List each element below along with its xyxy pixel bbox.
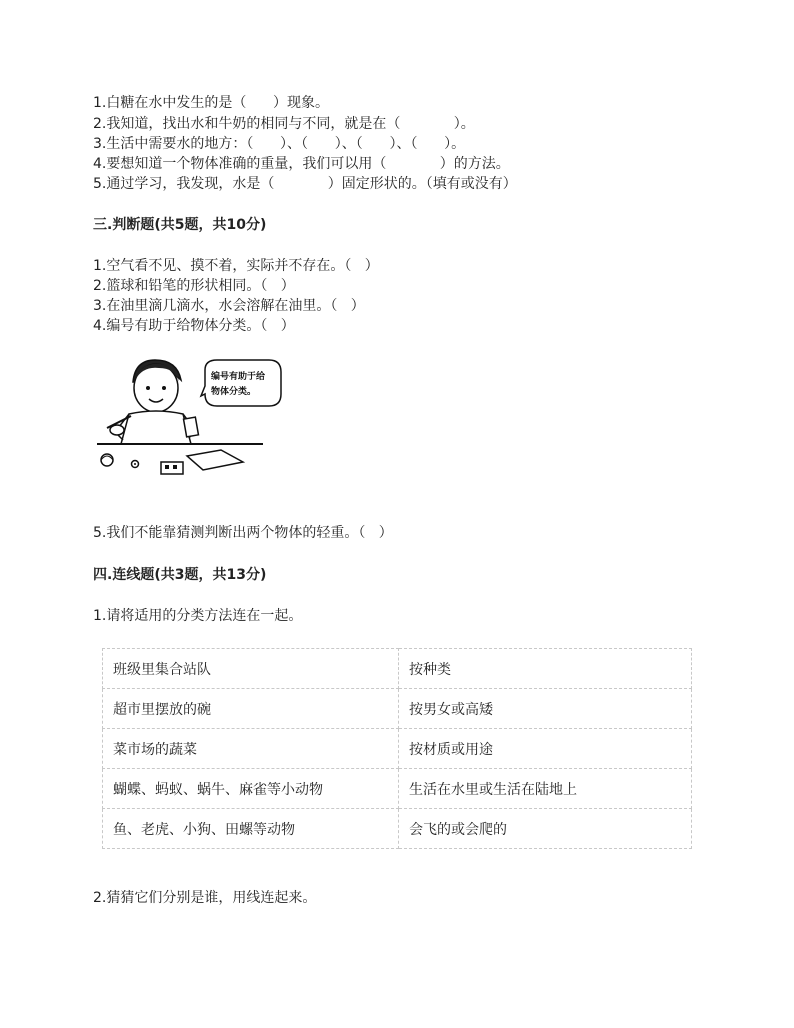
judge-item-2: 2.篮球和铅笔的形状相同。（ ） — [93, 278, 295, 294]
fill-item-2: 2.我知道，找出水和牛奶的相同与不同，就是在（ ）。 — [93, 116, 475, 132]
table-cell-right: 按种类 — [399, 649, 692, 689]
fill-item-4: 4.要想知道一个物体准确的重量，我们可以用（ ）的方法。 — [93, 156, 510, 172]
fill-item-5: 5.通过学习，我发现，水是（ ）固定形状的。（填有或没有） — [93, 176, 517, 192]
table-cell-right: 按男女或高矮 — [399, 689, 692, 729]
table-cell-left: 蝴蝶、蚂蚁、蜗牛、麻雀等小动物 — [103, 769, 399, 809]
bubble-text-line2: 物体分类。 — [211, 387, 257, 397]
table-cell-right: 会飞的或会爬的 — [399, 809, 692, 849]
student-illustration — [93, 352, 283, 492]
table-cell-left: 班级里集合站队 — [103, 649, 399, 689]
table-cell-left: 菜市场的蔬菜 — [103, 729, 399, 769]
match-question-1: 1.请将适用的分类方法连在一起。 — [93, 608, 303, 624]
table-row — [103, 769, 692, 809]
match-question-2: 2.猜猜它们分别是谁，用线连起来。 — [93, 890, 317, 906]
matching-table — [102, 648, 692, 849]
table-row — [103, 649, 692, 689]
fill-item-1: 1.白糖在水中发生的是（ ）现象。 — [93, 95, 330, 111]
bubble-text-line1: 编号有助于给 — [211, 372, 266, 382]
table-cell-left: 鱼、老虎、小狗、田螺等动物 — [103, 809, 399, 849]
table-row — [103, 729, 692, 769]
judge-item-4: 4.编号有助于给物体分类。（ ） — [93, 318, 295, 334]
table-cell-right: 按材质或用途 — [399, 729, 692, 769]
table-cell-right: 生活在水里或生活在陆地上 — [399, 769, 692, 809]
match-section-title: 四.连线题(共3题，共13分) — [93, 567, 267, 583]
judge-section-title: 三.判断题(共5题，共10分) — [93, 217, 267, 233]
judge-item-3: 3.在油里滴几滴水，水会溶解在油里。（ ） — [93, 298, 365, 314]
fill-item-3: 3.生活中需要水的地方：（ ）、（ ）、（ ）、（ ）。 — [93, 136, 466, 152]
table-row — [103, 809, 692, 849]
judge-item-1: 1.空气看不见、摸不着，实际并不存在。（ ） — [93, 258, 379, 274]
table-row — [103, 689, 692, 729]
table-cell-left: 超市里摆放的碗 — [103, 689, 399, 729]
judge-item-5: 5.我们不能靠猜测判断出两个物体的轻重。（ ） — [93, 525, 393, 541]
